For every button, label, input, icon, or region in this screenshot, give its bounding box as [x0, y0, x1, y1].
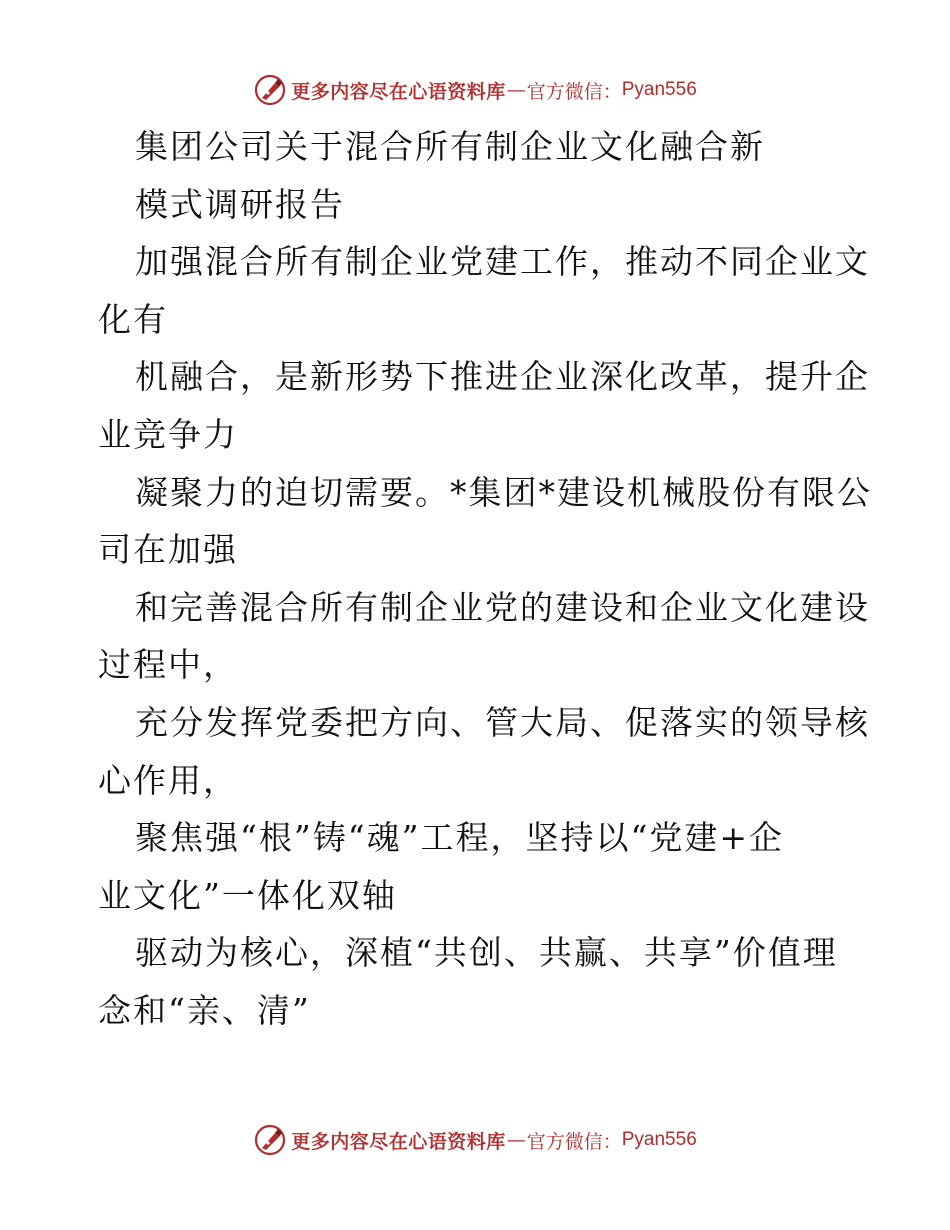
- paragraph-line: 业竞争力: [98, 414, 238, 454]
- paragraph-line: 机融合，是新形势下推进企业深化改革，提升企: [135, 357, 870, 397]
- paragraph-line: 化有: [98, 299, 168, 339]
- watermark-separator: —: [506, 1129, 526, 1151]
- watermark-banner-top: [0, 70, 950, 110]
- paragraph-line: 司在加强: [98, 530, 238, 570]
- watermark-site-text: 更多内容尽在心语资料库: [291, 80, 506, 103]
- paragraph-line: 驱动为核心，深植“共创、共赢、共享”价值理: [135, 933, 838, 973]
- pen-nib-logo-icon: [253, 1123, 287, 1157]
- document-body: [98, 118, 872, 1040]
- paragraph-line: 业文化”一体化双轴: [98, 875, 397, 915]
- watermark-label: 官方微信：: [526, 80, 622, 103]
- watermark-account: Pyan556: [621, 79, 697, 100]
- paragraph-line: 凝聚力的迫切需要。*集团*建设机械股份有限公: [135, 472, 872, 512]
- paragraph-line: 聚焦强“根”铸“魂”工程，坚持以“党建+企: [135, 818, 785, 858]
- paragraph-line: 心作用，: [98, 760, 238, 800]
- paragraph-line: 过程中，: [98, 645, 238, 685]
- document-title-line-2: 模式调研报告: [135, 184, 345, 224]
- watermark-label: 官方微信：: [526, 1130, 622, 1153]
- watermark-account: Pyan556: [621, 1129, 697, 1150]
- watermark-banner-bottom: [0, 1120, 950, 1160]
- paragraph-line: 加强混合所有制企业党建工作，推动不同企业文: [135, 242, 870, 282]
- watermark-site-text: 更多内容尽在心语资料库: [291, 1130, 506, 1153]
- document-title-line-1: 集团公司关于混合所有制企业文化融合新: [135, 127, 765, 166]
- paragraph-line: 充分发挥党委把方向、管大局、促落实的领导核: [135, 702, 870, 742]
- pen-nib-logo-icon: [253, 73, 287, 107]
- paragraph-line: 念和“亲、清”: [98, 990, 311, 1030]
- paragraph-line: 和完善混合所有制企业党的建设和企业文化建设: [135, 587, 870, 627]
- watermark-separator: —: [506, 79, 526, 101]
